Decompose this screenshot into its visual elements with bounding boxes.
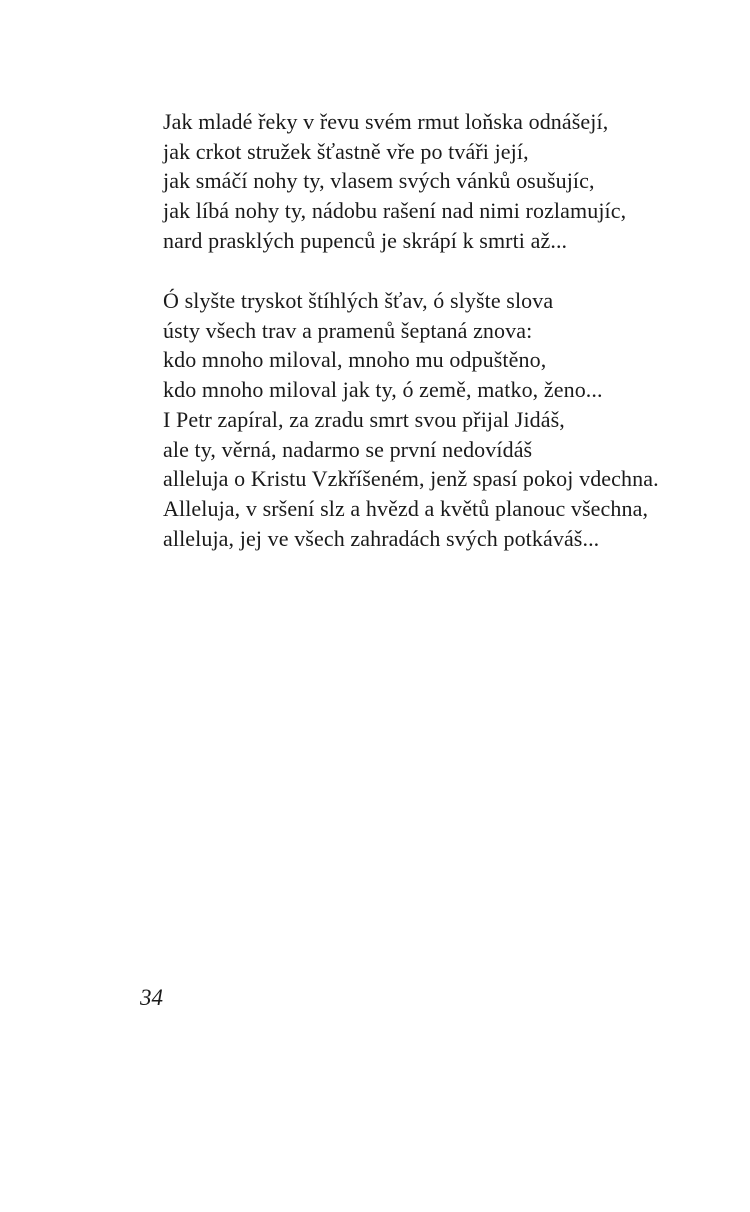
poem-line: kdo mnoho miloval, mnoho mu odpuštěno, <box>163 347 547 373</box>
poem-line: Ó slyšte tryskot štíhlých šťav, ó slyšte slova <box>163 288 554 313</box>
poem-line: Jak mladé řeky v řevu svém rmut loňska odnášejí, <box>163 109 609 134</box>
poem-line: jak smáčí nohy ty, vlasem svých vánků osušujíc, <box>163 168 595 194</box>
poem-stanza-2 <box>163 286 659 553</box>
poem-line: alleluja, jej ve všech zahradách svých potkáváš... <box>163 525 600 551</box>
page-number: 34 <box>140 985 163 1010</box>
poem-line: I Petr zapíral, za zradu smrt svou přijal Jidáš, <box>163 406 565 432</box>
poem-line: alleluja o Kristu Vzkříšeném, jenž spasí pokoj vdechna. <box>163 466 659 492</box>
poem-line: jak líbá nohy ty, nádobu rašení nad nimi rozlamujíc, <box>163 198 627 224</box>
poem-line: jak crkot stružek šťastně vře po tváři její, <box>163 138 529 164</box>
poem-line: ústy všech trav a pramenů šeptaná znova: <box>163 317 533 343</box>
poem-stanza-1 <box>163 107 626 256</box>
poem-line: ale ty, věrná, nadarmo se první nedovídáš <box>163 436 533 462</box>
poem-line: Alleluja, v sršení slz a hvězd a květů planouc všechna, <box>163 495 649 521</box>
poem-line: kdo mnoho miloval jak ty, ó země, matko, ženo... <box>163 377 603 403</box>
poem-line: nard prasklých pupenců je skrápí k smrti až... <box>163 227 568 253</box>
